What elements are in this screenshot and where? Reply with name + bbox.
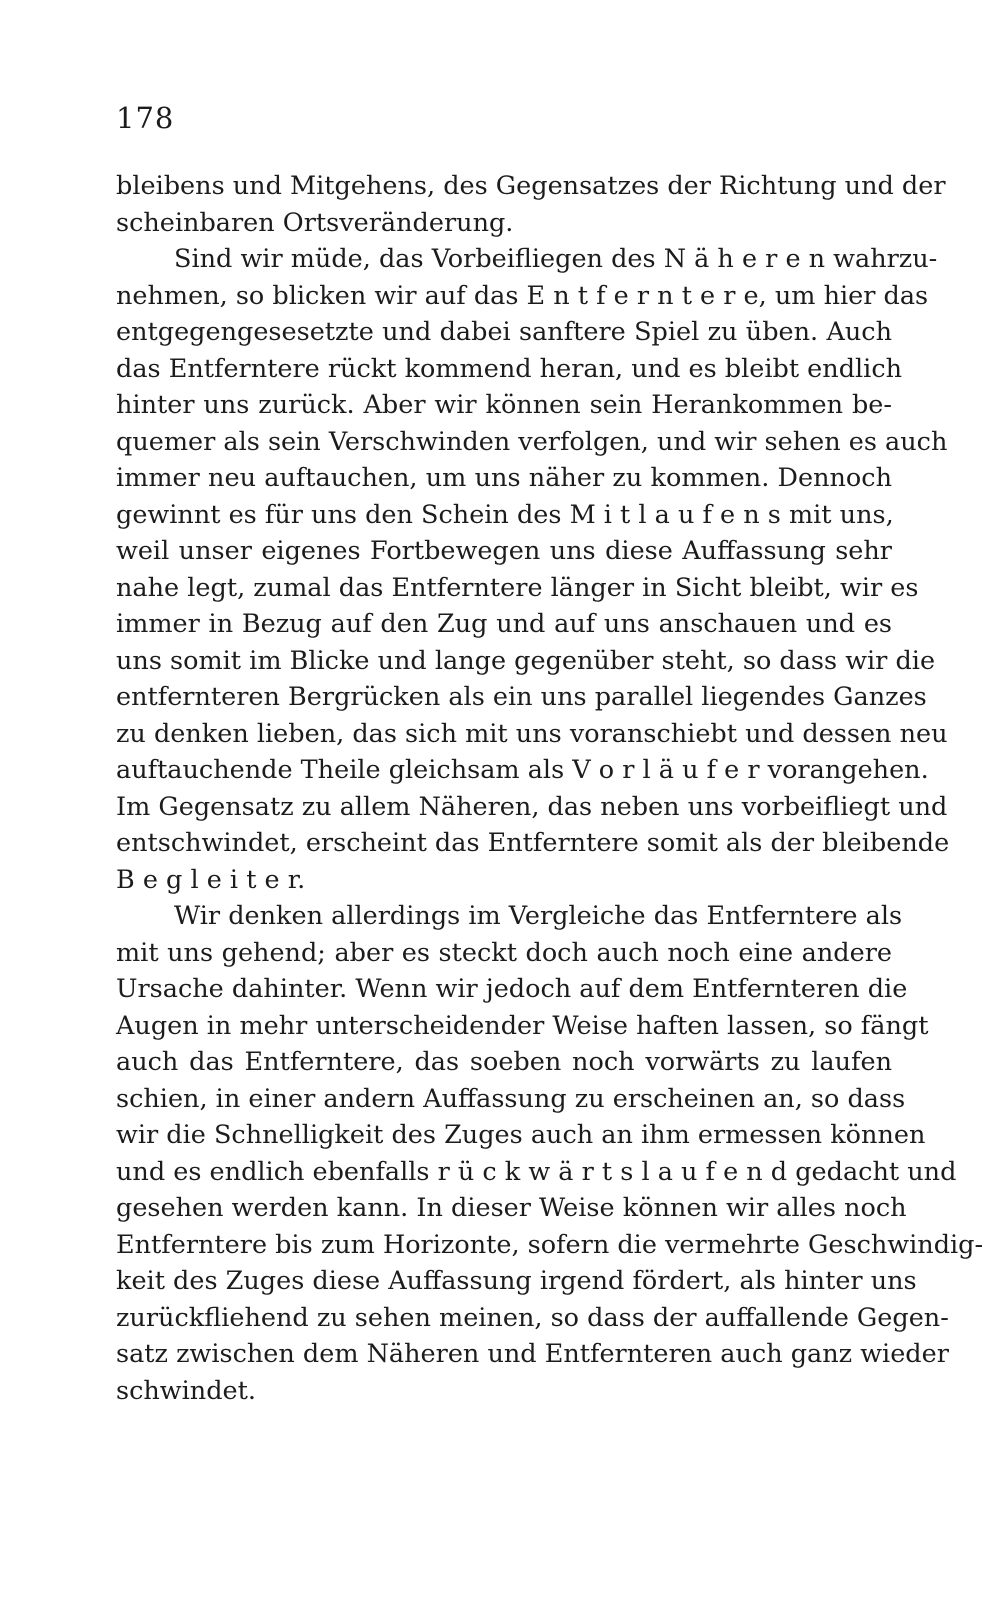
text-line: B e g l e i t e r.	[116, 864, 306, 895]
text-line: hinter uns zurück. Aber wir können sein Herankommen be-	[116, 390, 892, 420]
page-number: 178	[116, 101, 175, 135]
text-line: entschwindet, erscheint das Entferntere somit als der bleibende	[116, 828, 950, 858]
text-line: auch das Entferntere, das soeben noch vorwärts zu laufen	[116, 1047, 892, 1077]
text-line: quemer als sein Verschwinden verfolgen, und wir sehen es auch	[116, 426, 948, 457]
text-line: bleibens und Mitgehens, des Gegensatzes der Richtung und der	[116, 171, 946, 201]
text-line: entgegengesesetzte und dabei sanftere Spiel zu üben. Auch	[116, 317, 892, 347]
text-line: nahe legt, zumal das Entferntere länger in Sicht bleibt, wir es	[116, 572, 919, 603]
text-line: das Entferntere rückt kommend heran, und es bleibt endlich	[116, 353, 903, 384]
text-line: Sind wir müde, das Vorbeifliegen des N ä h e r e n wahrzu-	[174, 244, 938, 274]
text-line: Augen in mehr unterscheidender Weise haften lassen, so fängt	[116, 1010, 929, 1041]
text-line: auftauchende Theile gleichsam als V o r l ä u f e r vorangehen.	[116, 755, 929, 785]
text-line: uns somit im Blicke und lange gegenüber steht, so dass wir die	[116, 645, 936, 676]
text-line: zu denken lieben, das sich mit uns voranschiebt und dessen neu	[116, 718, 948, 749]
text-line: entfernteren Bergrücken als ein uns parallel liegendes Ganzes	[116, 682, 927, 712]
text-line: zurückfliehend zu sehen meinen, so dass der auffallende Gegen-	[116, 1302, 949, 1333]
text-line: keit des Zuges diese Auffassung irgend fördert, als hinter uns	[116, 1266, 917, 1296]
text-line: immer in Bezug auf den Zug und auf uns anschauen und es	[116, 609, 892, 639]
text-line: wir die Schnelligkeit des Zuges auch an ihm ermessen können	[116, 1120, 926, 1150]
text-line: mit uns gehend; aber es steckt doch auch noch eine andere	[116, 937, 892, 968]
text-line: Entferntere bis zum Horizonte, sofern die vermehrte Geschwindig-	[116, 1229, 984, 1260]
body-text	[116, 168, 984, 1409]
text-line: nehmen, so blicken wir auf das E n t f e r n t e r e, um hier das	[116, 280, 929, 311]
text-line: schwindet.	[116, 1375, 256, 1406]
text-line: schien, in einer andern Auffassung zu erscheinen an, so dass	[116, 1083, 906, 1114]
text-line: Ursache dahinter. Wenn wir jedoch auf dem Entfernteren die	[116, 974, 908, 1004]
text-line: und es endlich ebenfalls r ü c k w ä r t s l a u f e n d gedacht und	[116, 1156, 957, 1187]
text-line: scheinbaren Ortsveränderung.	[116, 207, 514, 238]
text-line: gesehen werden kann. In dieser Weise können wir alles noch	[116, 1193, 907, 1223]
text-line: weil unser eigenes Fortbewegen uns diese Auffassung sehr	[116, 536, 892, 566]
text-line: gewinnt es für uns den Schein des M i t l a u f e n s mit uns,	[116, 499, 894, 530]
text-line: satz zwischen dem Näheren und Entfernteren auch ganz wieder	[116, 1339, 949, 1369]
text-line: immer neu auftauchen, um uns näher zu kommen. Dennoch	[116, 463, 892, 493]
text-line: Wir denken allerdings im Vergleiche das Entferntere als	[174, 901, 903, 931]
text-line: Im Gegensatz zu allem Näheren, das neben uns vorbeifliegt und	[116, 791, 948, 822]
